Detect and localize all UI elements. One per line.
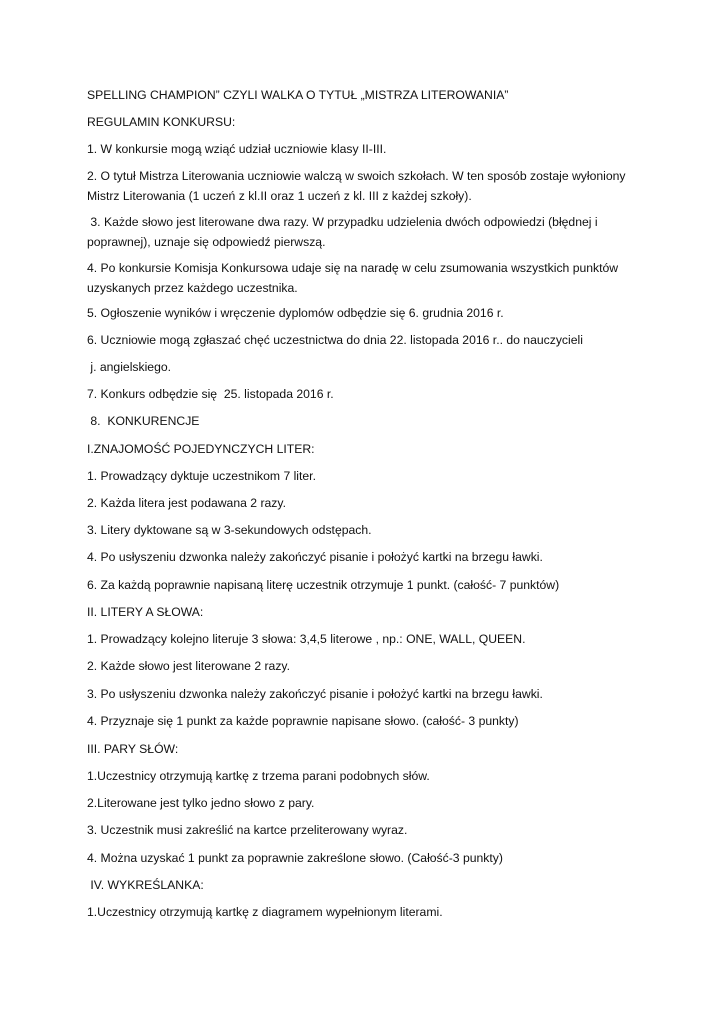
rule-paragraph: 6. Uczniowie mogą zgłaszać chęć uczestnictwa do dnia 22. listopada 2016 r.. do nauczycieli <box>87 333 583 347</box>
list-item: 3. Po usłyszeniu dzwonka należy zakończyć pisanie i położyć kartki na brzegu ławki. <box>87 687 543 701</box>
list-item: 2. Każda litera jest podawana 2 razy. <box>87 496 286 510</box>
rule-paragraph: j. angielskiego. <box>87 360 172 374</box>
list-item: 1. Prowadzący dyktuje uczestnikom 7 liter. <box>87 469 316 483</box>
rule-paragraph: 1. W konkursie mogą wziąć udział uczniowie klasy II-III. <box>87 142 387 156</box>
list-item: 4. Po usłyszeniu dzwonka należy zakończyć pisanie i położyć kartki na brzegu ławki. <box>87 550 543 564</box>
subsection-heading: IV. WYKREŚLANKA: <box>87 878 204 892</box>
list-item: 1.Uczestnicy otrzymują kartkę z trzema parani podobnych słów. <box>87 769 430 783</box>
list-item: 3. Litery dyktowane są w 3-sekundowych odstępach. <box>87 523 372 537</box>
section-heading: REGULAMIN KONKURSU: <box>87 115 236 129</box>
rule-paragraph: 3. Każde słowo jest literowane dwa razy. W przypadku udzielenia dwóch odpowiedzi (błędnej i poprawnej), uznaje się odpowiedź pierwszą. <box>87 215 601 249</box>
list-item: 6. Za każdą poprawnie napisaną literę uczestnik otrzymuje 1 punkt. (całość- 7 punktów) <box>87 578 560 592</box>
list-item: 1.Uczestnicy otrzymują kartkę z diagramem wypełnionym literami. <box>87 905 443 919</box>
rule-paragraph: 2. O tytuł Mistrza Literowania uczniowie walczą w swoich szkołach. W ten sposób zostaje wyłoniony Mistrz Literowania (1 uczeń z kl.II oraz 1 uczeń z kl. III z każdej szkoły). <box>87 169 629 203</box>
rule-paragraph: 5. Ogłoszenie wyników i wręczenie dyplomów odbędzie się 6. grudnia 2016 r. <box>87 306 504 320</box>
rule-paragraph: 7. Konkurs odbędzie się 25. listopada 2016 r. <box>87 387 334 401</box>
subsection-heading: I.ZNAJOMOŚĆ POJEDYNCZYCH LITER: <box>87 442 315 456</box>
subsection-heading: III. PARY SŁÓW: <box>87 742 179 756</box>
list-item: 4. Można uzyskać 1 punkt za poprawnie zakreślone słowo. (Całość-3 punkty) <box>87 851 503 865</box>
list-item: 3. Uczestnik musi zakreślić na kartce przeliterowany wyraz. <box>87 823 408 837</box>
subsection-heading: II. LITERY A SŁOWA: <box>87 605 204 619</box>
list-item: 4. Przyznaje się 1 punkt za każde poprawnie napisane słowo. (całość- 3 punkty) <box>87 714 519 728</box>
list-item: 2. Każde słowo jest literowane 2 razy. <box>87 659 290 673</box>
section-heading: 8. KONKURENCJE <box>87 414 200 428</box>
list-item: 2.Literowane jest tylko jedno słowo z pary. <box>87 796 315 810</box>
document-title: SPELLING CHAMPION” CZYLI WALKA O TYTUŁ „MISTRZA LITEROWANIA” <box>87 88 509 102</box>
list-item: 1. Prowadzący kolejno literuje 3 słowa: 3,4,5 literowe , np.: ONE, WALL, QUEEN. <box>87 632 526 646</box>
rule-paragraph: 4. Po konkursie Komisja Konkursowa udaje się na naradę w celu zsumowania wszystkich punktów uzyskanych przez każdego uczestnika. <box>87 261 622 295</box>
